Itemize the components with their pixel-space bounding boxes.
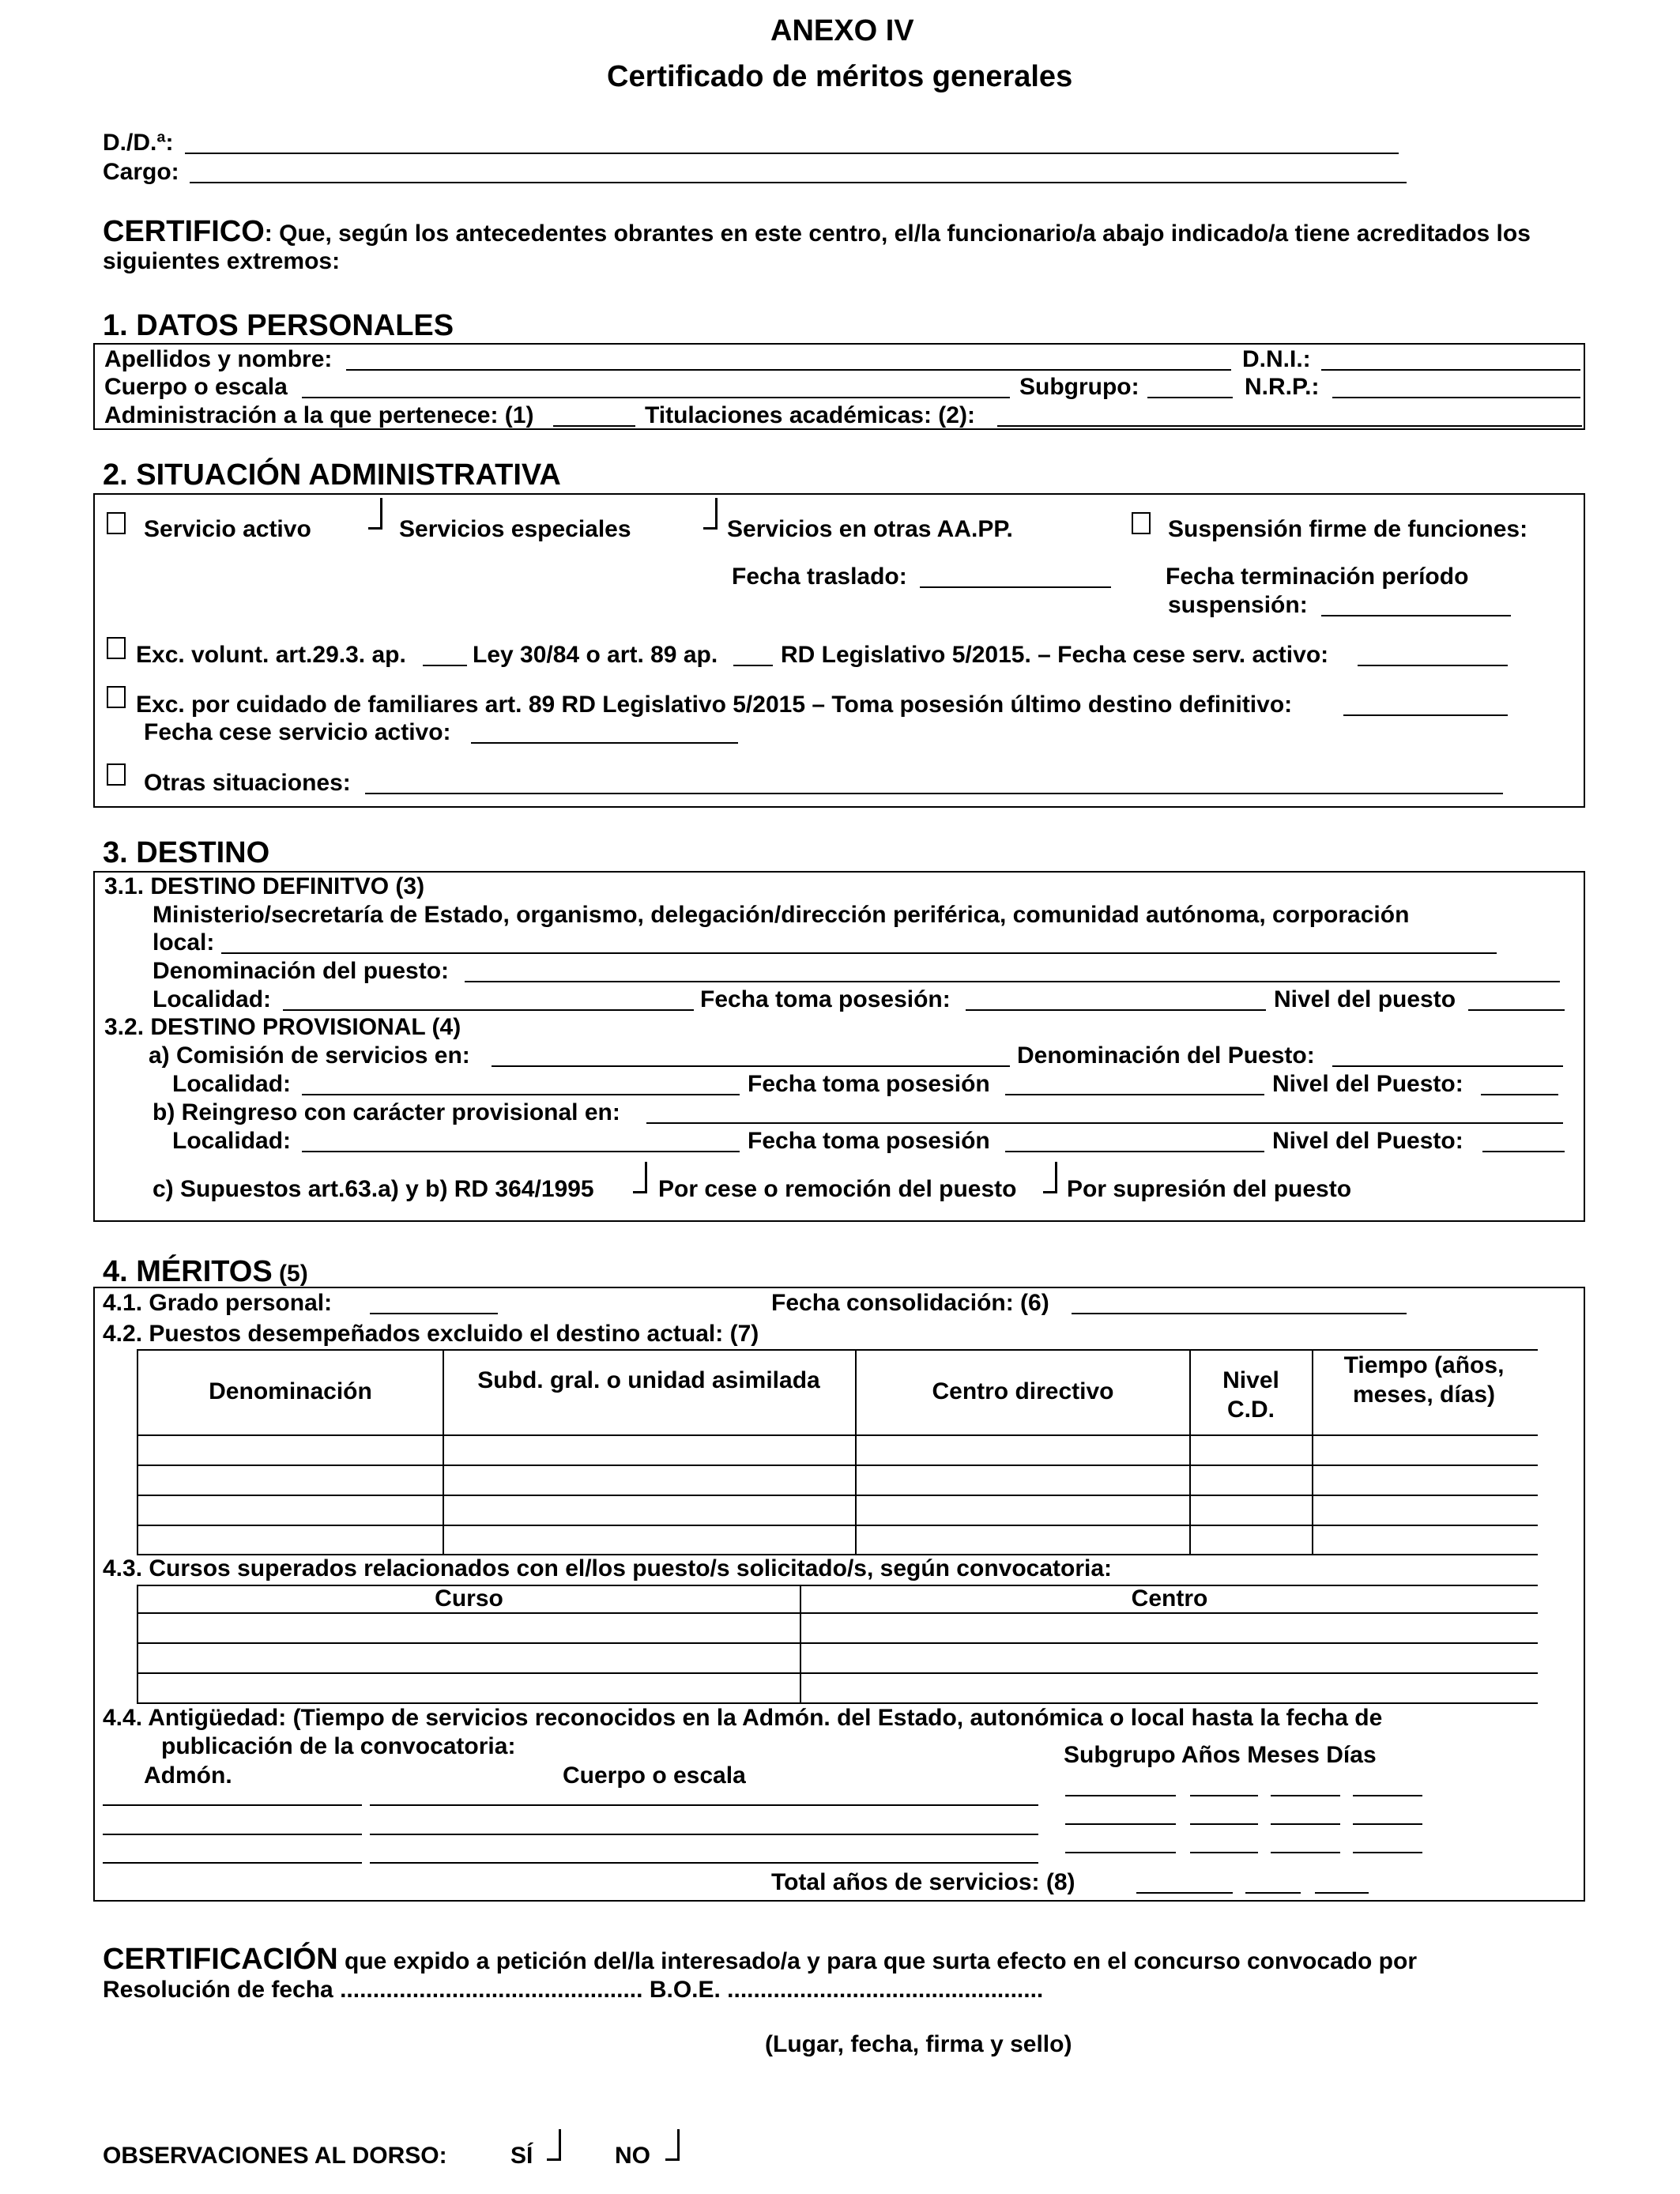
localidad-a-label: Localidad: xyxy=(172,1071,292,1097)
col-denominacion-header: Denominación xyxy=(209,1378,372,1404)
fecha-toma-b-label: Fecha toma posesión xyxy=(748,1128,990,1154)
reingreso-label: b) Reingreso con carácter provisional en: xyxy=(153,1099,620,1125)
localidad-b-label: Localidad: xyxy=(172,1128,292,1154)
por-supresion-checkbox[interactable] xyxy=(1043,1162,1057,1193)
activo-label: Servicio activo xyxy=(144,516,311,542)
apellidos-field[interactable] xyxy=(346,369,1231,371)
col-centro2-header: Centro xyxy=(1131,1585,1208,1612)
no-checkbox[interactable] xyxy=(665,2129,680,2161)
signature-placeholder: (Lugar, fecha, firma y sello) xyxy=(765,2031,1072,2057)
fecha-toma-field[interactable] xyxy=(966,1009,1266,1011)
si-checkbox[interactable] xyxy=(547,2129,561,2161)
rd-cese-label: RD Legislativo 5/2015. – Fecha cese serv. activo: xyxy=(781,642,1329,668)
total-dias-field[interactable] xyxy=(1315,1892,1369,1894)
denominacion-field[interactable] xyxy=(465,981,1560,982)
ley-ap-field[interactable] xyxy=(733,665,773,666)
puestos-label: 4.2. Puestos desempeñados excluido el destino actual: (7) xyxy=(103,1321,759,1347)
section-2-title: 2. SITUACIÓN ADMINISTRATIVA xyxy=(103,458,561,492)
section-4-title-text: 4. MÉRITOS xyxy=(103,1255,273,1288)
fecha-cese-label: Fecha cese servicio activo: xyxy=(144,719,451,745)
supuestos-label: c) Supuestos art.63.a) y b) RD 364/1995 xyxy=(153,1176,594,1202)
fecha-toma-a-field[interactable] xyxy=(1005,1094,1264,1095)
cuerpo-field[interactable] xyxy=(302,397,1010,398)
nrp-field[interactable] xyxy=(1332,397,1580,398)
total-meses-field[interactable] xyxy=(1245,1892,1301,1894)
cuerpo-field-2[interactable] xyxy=(370,1834,1038,1835)
certificacion-paragraph xyxy=(103,1944,1417,1974)
admin-field[interactable] xyxy=(553,425,635,427)
suspension-date-label: suspensión: xyxy=(1168,592,1308,618)
admon-field-1[interactable] xyxy=(103,1804,362,1806)
exc-volunt-ap-field[interactable] xyxy=(423,665,467,666)
otras-situaciones-label: Otras situaciones: xyxy=(144,770,351,796)
meses-field-2[interactable] xyxy=(1271,1823,1340,1825)
localidad-field[interactable] xyxy=(283,1009,694,1011)
exc-volunt-label: Exc. volunt. art.29.3. ap. xyxy=(136,642,406,668)
admon-field-2[interactable] xyxy=(103,1834,362,1835)
section-4-title-note: (5) xyxy=(279,1261,308,1287)
fecha-traslado-field[interactable] xyxy=(920,586,1111,588)
section-1-title: 1. DATOS PERSONALES xyxy=(103,309,454,342)
si-label: SÍ xyxy=(510,2143,533,2169)
otras-aapp-label: Servicios en otras AA.PP. xyxy=(727,516,1013,542)
por-cese-checkbox[interactable] xyxy=(633,1162,647,1193)
subgrupo-field-2[interactable] xyxy=(1065,1823,1176,1825)
apellidos-label: Apellidos y nombre: xyxy=(104,346,333,372)
page-title: Certificado de méritos generales xyxy=(607,60,1073,93)
total-label: Total años de servicios: (8) xyxy=(771,1869,1075,1895)
cursos-label: 4.3. Cursos superados relacionados con el/los puesto/s solicitado/s, según convocatoria: xyxy=(103,1555,1113,1581)
fecha-toma-b-field[interactable] xyxy=(1005,1151,1264,1152)
annex-title: ANEXO IV xyxy=(770,14,914,47)
observaciones-label: OBSERVACIONES AL DORSO: xyxy=(103,2143,447,2169)
cuerpo-label: Cuerpo o escala xyxy=(104,374,288,400)
denominacion-puesto-label: Denominación del Puesto: xyxy=(1017,1042,1315,1069)
grado-field[interactable] xyxy=(370,1313,498,1314)
fecha-consolidacion-label: Fecha consolidación: (6) xyxy=(771,1290,1049,1316)
fecha-traslado-label: Fecha traslado: xyxy=(732,564,907,590)
nivel-b-field[interactable] xyxy=(1482,1151,1565,1152)
nivel-b-label: Nivel del Puesto: xyxy=(1272,1128,1463,1154)
cargo-field[interactable] xyxy=(190,182,1407,183)
fecha-cese-field[interactable] xyxy=(471,742,738,744)
dd-label: D./D.ª: xyxy=(103,130,174,156)
antiguedad-label: 4.4. Antigüedad: (Tiempo de servicios reconocidos en la Admón. del Estado, autonómica o local hasta la fecha de xyxy=(103,1705,1383,1731)
subgrupo-columns-header: Subgrupo Años Meses Días xyxy=(1064,1742,1377,1768)
exc-volunt-checkbox[interactable] xyxy=(107,637,126,659)
suspension-label: Suspensión firme de funciones: xyxy=(1168,516,1528,542)
meses-field-1[interactable] xyxy=(1271,1795,1340,1796)
no-label: NO xyxy=(615,2143,650,2169)
por-cese-label: Por cese o remoción del puesto xyxy=(658,1176,1017,1202)
nivel-puesto-label: Nivel del puesto xyxy=(1274,986,1456,1012)
fecha-consolidacion-field[interactable] xyxy=(1072,1313,1407,1314)
suspension-date-field[interactable] xyxy=(1321,615,1511,616)
subgrupo-field[interactable] xyxy=(1147,397,1233,398)
subgrupo-field-1[interactable] xyxy=(1065,1795,1176,1796)
certifico-paragraph xyxy=(103,217,1531,247)
admin-label: Administración a la que pertenece: (1) xyxy=(104,402,534,428)
titulaciones-field[interactable] xyxy=(997,425,1582,427)
section-4-title xyxy=(103,1257,308,1287)
especiales-label: Servicios especiales xyxy=(399,516,631,542)
col-subd-header: Subd. gral. o unidad asimilada xyxy=(477,1367,820,1393)
ministerio-field[interactable] xyxy=(221,952,1497,954)
activo-checkbox[interactable] xyxy=(107,512,126,534)
anos-field-2[interactable] xyxy=(1190,1823,1258,1825)
exc-cuidado-field[interactable] xyxy=(1343,714,1508,716)
dias-field-1[interactable] xyxy=(1353,1795,1422,1796)
section-3-title: 3. DESTINO xyxy=(103,836,270,869)
destino-provisional-title: 3.2. DESTINO PROVISIONAL (4) xyxy=(104,1014,461,1040)
reingreso-field[interactable] xyxy=(646,1122,1563,1124)
otras-aapp-checkbox[interactable] xyxy=(703,498,718,530)
otras-situaciones-checkbox[interactable] xyxy=(107,763,126,786)
ministerio-label: Ministerio/secretaría de Estado, organismo, delegación/dirección periférica, comunidad autónoma, corporación xyxy=(153,902,1410,928)
certifico-word: CERTIFICO xyxy=(103,215,265,248)
localidad-a-field[interactable] xyxy=(302,1094,740,1095)
certificacion-text: que expido a petición del/la interesado/a y para que surta efecto en el concurso convocado por xyxy=(337,1948,1418,1974)
meses-field-3[interactable] xyxy=(1271,1852,1340,1853)
cuerpo-field-1[interactable] xyxy=(370,1804,1038,1806)
por-supresion-label: Por supresión del puesto xyxy=(1067,1176,1352,1202)
localidad-label: Localidad: xyxy=(153,986,272,1012)
localidad-b-field[interactable] xyxy=(302,1151,740,1152)
dni-label: D.N.I.: xyxy=(1242,346,1311,372)
certifico-text: : Que, según los antecedentes obrantes en este centro, el/la funcionario/a abajo indicado/a tiene acreditados los xyxy=(264,221,1531,247)
titulaciones-label: Titulaciones académicas: (2): xyxy=(645,402,975,428)
fecha-toma-label: Fecha toma posesión: xyxy=(700,986,951,1012)
col-nivel-header: Nivel C.D. xyxy=(1222,1367,1279,1423)
suspension-checkbox[interactable] xyxy=(1132,512,1151,534)
dias-field-2[interactable] xyxy=(1353,1823,1422,1825)
nrp-label: N.R.P.: xyxy=(1245,374,1320,400)
certifico-line2: siguientes extremos: xyxy=(103,248,341,274)
total-anos-field[interactable] xyxy=(1136,1892,1233,1894)
cuerpo-field-3[interactable] xyxy=(370,1862,1038,1864)
nivel-a-field[interactable] xyxy=(1481,1094,1558,1095)
resolucion-line: Resolución de fecha .............................................. B.O.E. ................................................ xyxy=(103,1977,1044,2003)
exc-cuidado-checkbox[interactable] xyxy=(107,686,126,708)
fecha-terminacion-label: Fecha terminación período xyxy=(1166,564,1469,590)
ley-label: Ley 30/84 o art. 89 ap. xyxy=(473,642,718,668)
col-curso-header: Curso xyxy=(435,1585,503,1612)
anos-field-1[interactable] xyxy=(1190,1795,1258,1796)
col-centro-header: Centro directivo xyxy=(932,1378,1114,1404)
rd-cese-field[interactable] xyxy=(1358,665,1508,666)
local-label: local: xyxy=(153,929,215,956)
col-tiempo-header: Tiempo (años, meses, días) xyxy=(1343,1352,1505,1408)
comision-label: a) Comisión de servicios en: xyxy=(149,1042,470,1069)
otras-situaciones-field[interactable] xyxy=(365,793,1503,794)
subgrupo-field-3[interactable] xyxy=(1065,1852,1176,1853)
especiales-checkbox[interactable] xyxy=(368,498,382,530)
subgrupo-label: Subgrupo: xyxy=(1019,374,1139,400)
nivel-puesto-field[interactable] xyxy=(1468,1009,1565,1011)
antiguedad-label-2: publicación de la convocatoria: xyxy=(161,1733,516,1759)
dd-field[interactable] xyxy=(185,153,1399,154)
fecha-toma-a-label: Fecha toma posesión xyxy=(748,1071,990,1097)
admon-header: Admón. xyxy=(144,1762,232,1789)
admon-field-3[interactable] xyxy=(103,1862,362,1864)
anos-field-3[interactable] xyxy=(1190,1852,1258,1853)
cuerpo-escala-header: Cuerpo o escala xyxy=(563,1762,746,1789)
certificacion-word: CERTIFICACIÓN xyxy=(103,1943,338,1976)
cargo-label: Cargo: xyxy=(103,159,179,185)
denominacion-label: Denominación del puesto: xyxy=(153,958,450,984)
nivel-a-label: Nivel del Puesto: xyxy=(1272,1071,1463,1097)
denominacion-puesto-field[interactable] xyxy=(1332,1065,1563,1067)
comision-field[interactable] xyxy=(492,1065,1010,1067)
dni-field[interactable] xyxy=(1321,369,1580,371)
grado-label: 4.1. Grado personal: xyxy=(103,1290,333,1316)
exc-cuidado-label: Exc. por cuidado de familiares art. 89 RD Legislativo 5/2015 – Toma posesión último destino definitivo: xyxy=(136,692,1293,718)
dias-field-3[interactable] xyxy=(1353,1852,1422,1853)
destino-definitivo-title: 3.1. DESTINO DEFINITVO (3) xyxy=(104,873,425,899)
